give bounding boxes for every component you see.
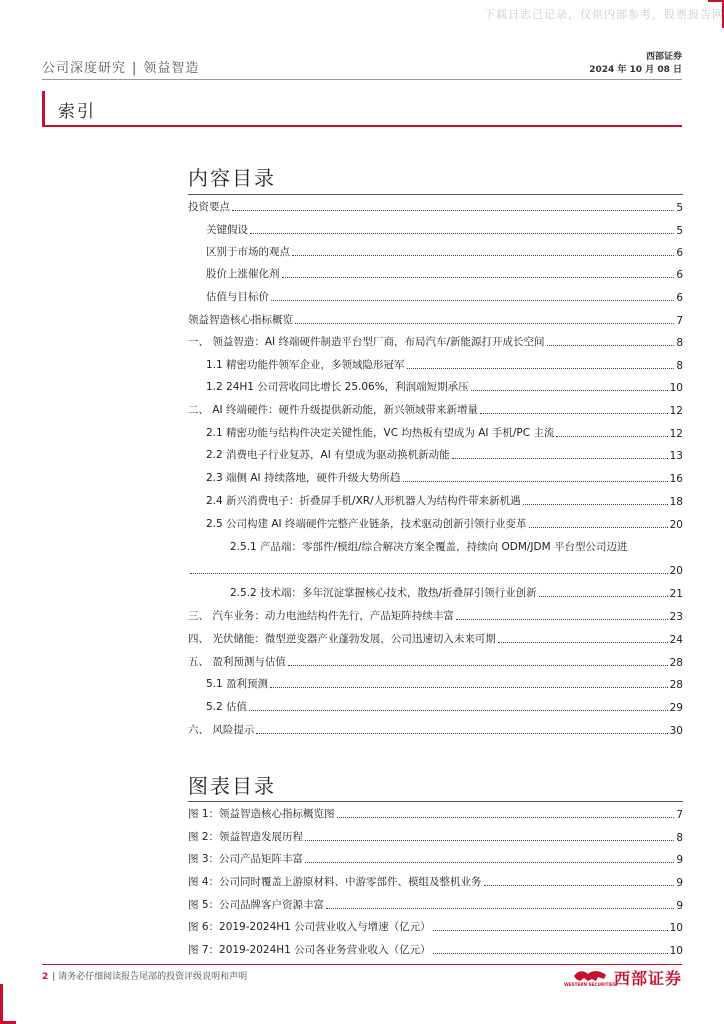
toc-leader-dots xyxy=(556,436,667,437)
toc-leader-dots xyxy=(498,642,668,643)
toc-item-text: 2.5.1 产品端：零部件/模组/综合解决方案全覆盖，持续向 ODM/JDM 平台型公司迈进 xyxy=(230,541,628,553)
toc-leader-dots xyxy=(232,210,674,211)
toc-item-page: 28 xyxy=(669,657,683,669)
figure-item-page: 9 xyxy=(676,854,683,866)
toc-item-page: 5 xyxy=(676,225,683,237)
toc-item-page: 20 xyxy=(669,519,683,531)
logo-en: WESTERN SECURITIES xyxy=(564,982,616,987)
toc-leader-dots xyxy=(529,527,668,528)
toc-item-page: 6 xyxy=(676,247,683,259)
footer-sep: | xyxy=(52,972,59,982)
toc-item-page: 21 xyxy=(669,588,683,600)
toc-item-page: 12 xyxy=(669,428,683,440)
header-report-label xyxy=(42,57,199,76)
toc-item-page: 20 xyxy=(669,565,683,577)
toc-item[interactable] xyxy=(188,538,683,554)
toc-leader-dots xyxy=(539,596,668,597)
figure-item-page: 9 xyxy=(676,900,683,912)
figure-item-text: 图 6：2019-2024H1 公司营业收入与增速（亿元） xyxy=(188,921,431,933)
toc-item[interactable] xyxy=(188,221,683,237)
watermark-text: 下载日志已记录，仅供内部参考，股票报告网 xyxy=(484,8,724,21)
toc-item[interactable] xyxy=(188,630,683,646)
toc-item-text: 六、 风险提示 xyxy=(188,724,255,736)
toc-item[interactable] xyxy=(188,311,683,327)
toc-leader-dots xyxy=(407,368,675,369)
toc-leader-dots xyxy=(288,665,668,666)
page-number: 2 xyxy=(42,972,49,982)
toc-leader-dots xyxy=(292,255,674,256)
toc-item[interactable] xyxy=(188,401,683,417)
toc-item-page: 28 xyxy=(669,679,683,691)
toc-item[interactable] xyxy=(188,424,683,440)
toc-item-text: 一、 领益智造：AI 终端硬件制造平台型厂商，布局汽车/新能源打开成长空间 xyxy=(188,336,545,348)
toc-item-text: 5.1 盈利预测 xyxy=(206,678,269,690)
figure-item-text: 图 5：公司品牌客户资源丰富 xyxy=(188,899,325,911)
toc-item-page: 24 xyxy=(669,634,683,646)
report-type: 公司深度研究 xyxy=(42,61,127,76)
figure-leader-dots xyxy=(433,930,668,931)
toc-item-page: 12 xyxy=(669,405,683,417)
toc-item-text: 四、 光伏储能：微型逆变器产业蓬勃发展，公司迅速切入未来可期 xyxy=(188,633,496,645)
toc-item-page: 7 xyxy=(676,315,683,327)
figure-item[interactable] xyxy=(188,850,683,866)
toc-leader-dots xyxy=(271,300,674,301)
toc-item[interactable] xyxy=(188,288,683,304)
toc-item[interactable] xyxy=(188,584,683,600)
header-right-block xyxy=(589,51,682,77)
toc-leader-dots xyxy=(295,323,674,324)
toc-item[interactable] xyxy=(188,721,683,737)
toc-title-rule xyxy=(188,194,683,195)
toc-item-text: 关键假设 xyxy=(206,224,248,236)
figure-item-text: 图 4：公司同时覆盖上游原材料、中游零部件、模组及整机业务 xyxy=(188,876,482,888)
figure-item-text: 图 7：2019-2024H1 公司各业务营业收入（亿元） xyxy=(188,944,431,956)
toc-item[interactable] xyxy=(188,653,683,669)
toc-item-text: 五、 盈利预测与估值 xyxy=(188,656,286,668)
toc-item-page: 5 xyxy=(676,202,683,214)
toc-item-text: 5.2 估值 xyxy=(206,701,248,713)
toc-item-page: 29 xyxy=(669,702,683,714)
toc-item[interactable] xyxy=(188,446,683,462)
toc-item-text: 股价上涨催化剂 xyxy=(206,268,280,280)
section-header xyxy=(42,91,682,125)
toc-item-page: 18 xyxy=(669,496,683,508)
section-title: 索引 xyxy=(58,102,96,122)
toc-item-page: 13 xyxy=(669,450,683,462)
figure-item-page: 8 xyxy=(676,832,683,844)
header-divider xyxy=(42,79,682,80)
figure-leader-dots xyxy=(305,840,674,841)
toc-item-text: 2.5.2 技术端：多年沉淀掌握核心技术，散热/折叠屏引领行业创新 xyxy=(230,587,537,599)
report-date: 2024 年 10 月 08 日 xyxy=(589,65,682,75)
figure-item[interactable] xyxy=(188,896,683,912)
toc-item-text: 2.4 新兴消费电子：折叠屏手机/XR/人形机器人为结构件带来新机遇 xyxy=(206,495,521,507)
corner-decoration-bottom-left xyxy=(0,984,16,1024)
figures-title-rule xyxy=(188,801,683,802)
section-underline xyxy=(42,125,682,127)
toc-item-text: 1.2 24H1 公司营收同比增长 25.06%，利润端短期承压 xyxy=(206,381,469,393)
figure-item-text: 图 1：领益智造核心指标概览图 xyxy=(188,808,335,820)
toc-item-text: 1.1 精密功能件领军企业，多领域隐形冠军 xyxy=(206,359,405,371)
toc-item[interactable] xyxy=(188,675,683,691)
toc-item-page: 30 xyxy=(669,725,683,737)
figure-item[interactable] xyxy=(188,918,683,934)
toc-leader-dots xyxy=(270,687,668,688)
toc-item-page: 6 xyxy=(676,269,683,281)
figure-leader-dots xyxy=(337,817,675,818)
toc-item-text: 2.1 精密功能与结构件决定关键性能，VC 均热板有望成为 AI 手机/PC 主流 xyxy=(206,427,555,439)
toc-item[interactable] xyxy=(188,198,683,214)
toc-item-text: 2.3 端侧 AI 持续落地，硬件升级大势所趋 xyxy=(206,472,401,484)
figure-leader-dots xyxy=(433,953,668,954)
toc-item-text: 估值与目标价 xyxy=(206,291,269,303)
figure-item-page: 7 xyxy=(676,809,683,821)
footer-disclaimer: 请务必仔细阅读报告尾部的投资评级说明和声明 xyxy=(58,972,248,982)
toc-leader-dots xyxy=(256,733,667,734)
section-marker xyxy=(42,91,45,125)
broker-name: 西部证券 xyxy=(645,52,682,62)
bull-logo-icon xyxy=(564,966,616,988)
toc-item-page: 8 xyxy=(676,360,683,372)
toc-item-text: 领益智造核心指标概览 xyxy=(188,314,293,326)
toc-leader-dots xyxy=(523,504,668,505)
toc-leader-dots xyxy=(452,458,668,459)
corner-decoration-top-right xyxy=(708,0,724,28)
broker-logo xyxy=(564,964,682,990)
toc-leader-dots xyxy=(190,573,668,574)
toc-item-page: 23 xyxy=(669,611,683,623)
toc-item-text: 三、 汽车业务：动力电池结构件先行，产品矩阵持续丰富 xyxy=(188,610,454,622)
logo-cn: 西部证券 xyxy=(613,968,682,988)
toc-leader-dots xyxy=(480,413,668,414)
toc-item-page: 10 xyxy=(669,382,683,394)
company-name: 领益智造 xyxy=(143,61,200,76)
figures-title: 图表目录 xyxy=(188,774,276,798)
toc-leader-dots xyxy=(249,710,668,711)
toc-item-page: 8 xyxy=(676,337,683,349)
toc-item[interactable] xyxy=(188,561,683,577)
toc-title: 内容目录 xyxy=(188,166,276,190)
header-separator: | xyxy=(132,61,138,76)
toc-item-text: 区别于市场的观点 xyxy=(206,246,290,258)
figure-item[interactable] xyxy=(188,873,683,889)
toc-leader-dots xyxy=(456,619,668,620)
toc-leader-dots xyxy=(403,481,668,482)
figure-leader-dots xyxy=(305,862,674,863)
figure-item[interactable] xyxy=(188,805,683,821)
toc-leader-dots xyxy=(471,390,668,391)
figure-item[interactable] xyxy=(188,941,683,957)
figure-leader-dots xyxy=(326,908,674,909)
toc-item-text: 二、 AI 终端硬件：硬件升级提供新动能，新兴领域带来新增量 xyxy=(188,404,478,416)
toc-item-page: 16 xyxy=(669,473,683,485)
toc-leader-dots xyxy=(547,345,675,346)
toc-item-page: 6 xyxy=(676,292,683,304)
toc-item[interactable] xyxy=(188,469,683,485)
toc-item-text: 投资要点 xyxy=(188,201,230,213)
toc-item-text: 2.2 消费电子行业复苏，AI 有望成为驱动换机新动能 xyxy=(206,449,450,461)
toc-item[interactable] xyxy=(188,515,683,531)
figure-item-text: 图 3：公司产品矩阵丰富 xyxy=(188,853,304,865)
figure-leader-dots xyxy=(484,885,675,886)
figure-item[interactable] xyxy=(188,828,683,844)
footer-disclaimer-block xyxy=(42,969,247,982)
toc-leader-dots xyxy=(282,277,675,278)
toc-item-text: 2.5 公司构建 AI 终端硬件完整产业链条，技术驱动创新引领行业变革 xyxy=(206,518,527,530)
figure-item-page: 10 xyxy=(669,922,683,934)
toc-item[interactable] xyxy=(188,698,683,714)
toc-item[interactable] xyxy=(188,265,683,281)
figure-item-text: 图 2：领益智造发展历程 xyxy=(188,831,304,843)
toc-item[interactable] xyxy=(188,333,683,349)
toc-item[interactable] xyxy=(188,356,683,372)
toc-item[interactable] xyxy=(188,607,683,623)
toc-leader-dots xyxy=(250,233,674,234)
figure-item-page: 9 xyxy=(676,877,683,889)
toc-item[interactable] xyxy=(188,492,683,508)
toc-item[interactable] xyxy=(188,378,683,394)
figure-item-page: 10 xyxy=(669,945,683,957)
toc-item[interactable] xyxy=(188,243,683,259)
